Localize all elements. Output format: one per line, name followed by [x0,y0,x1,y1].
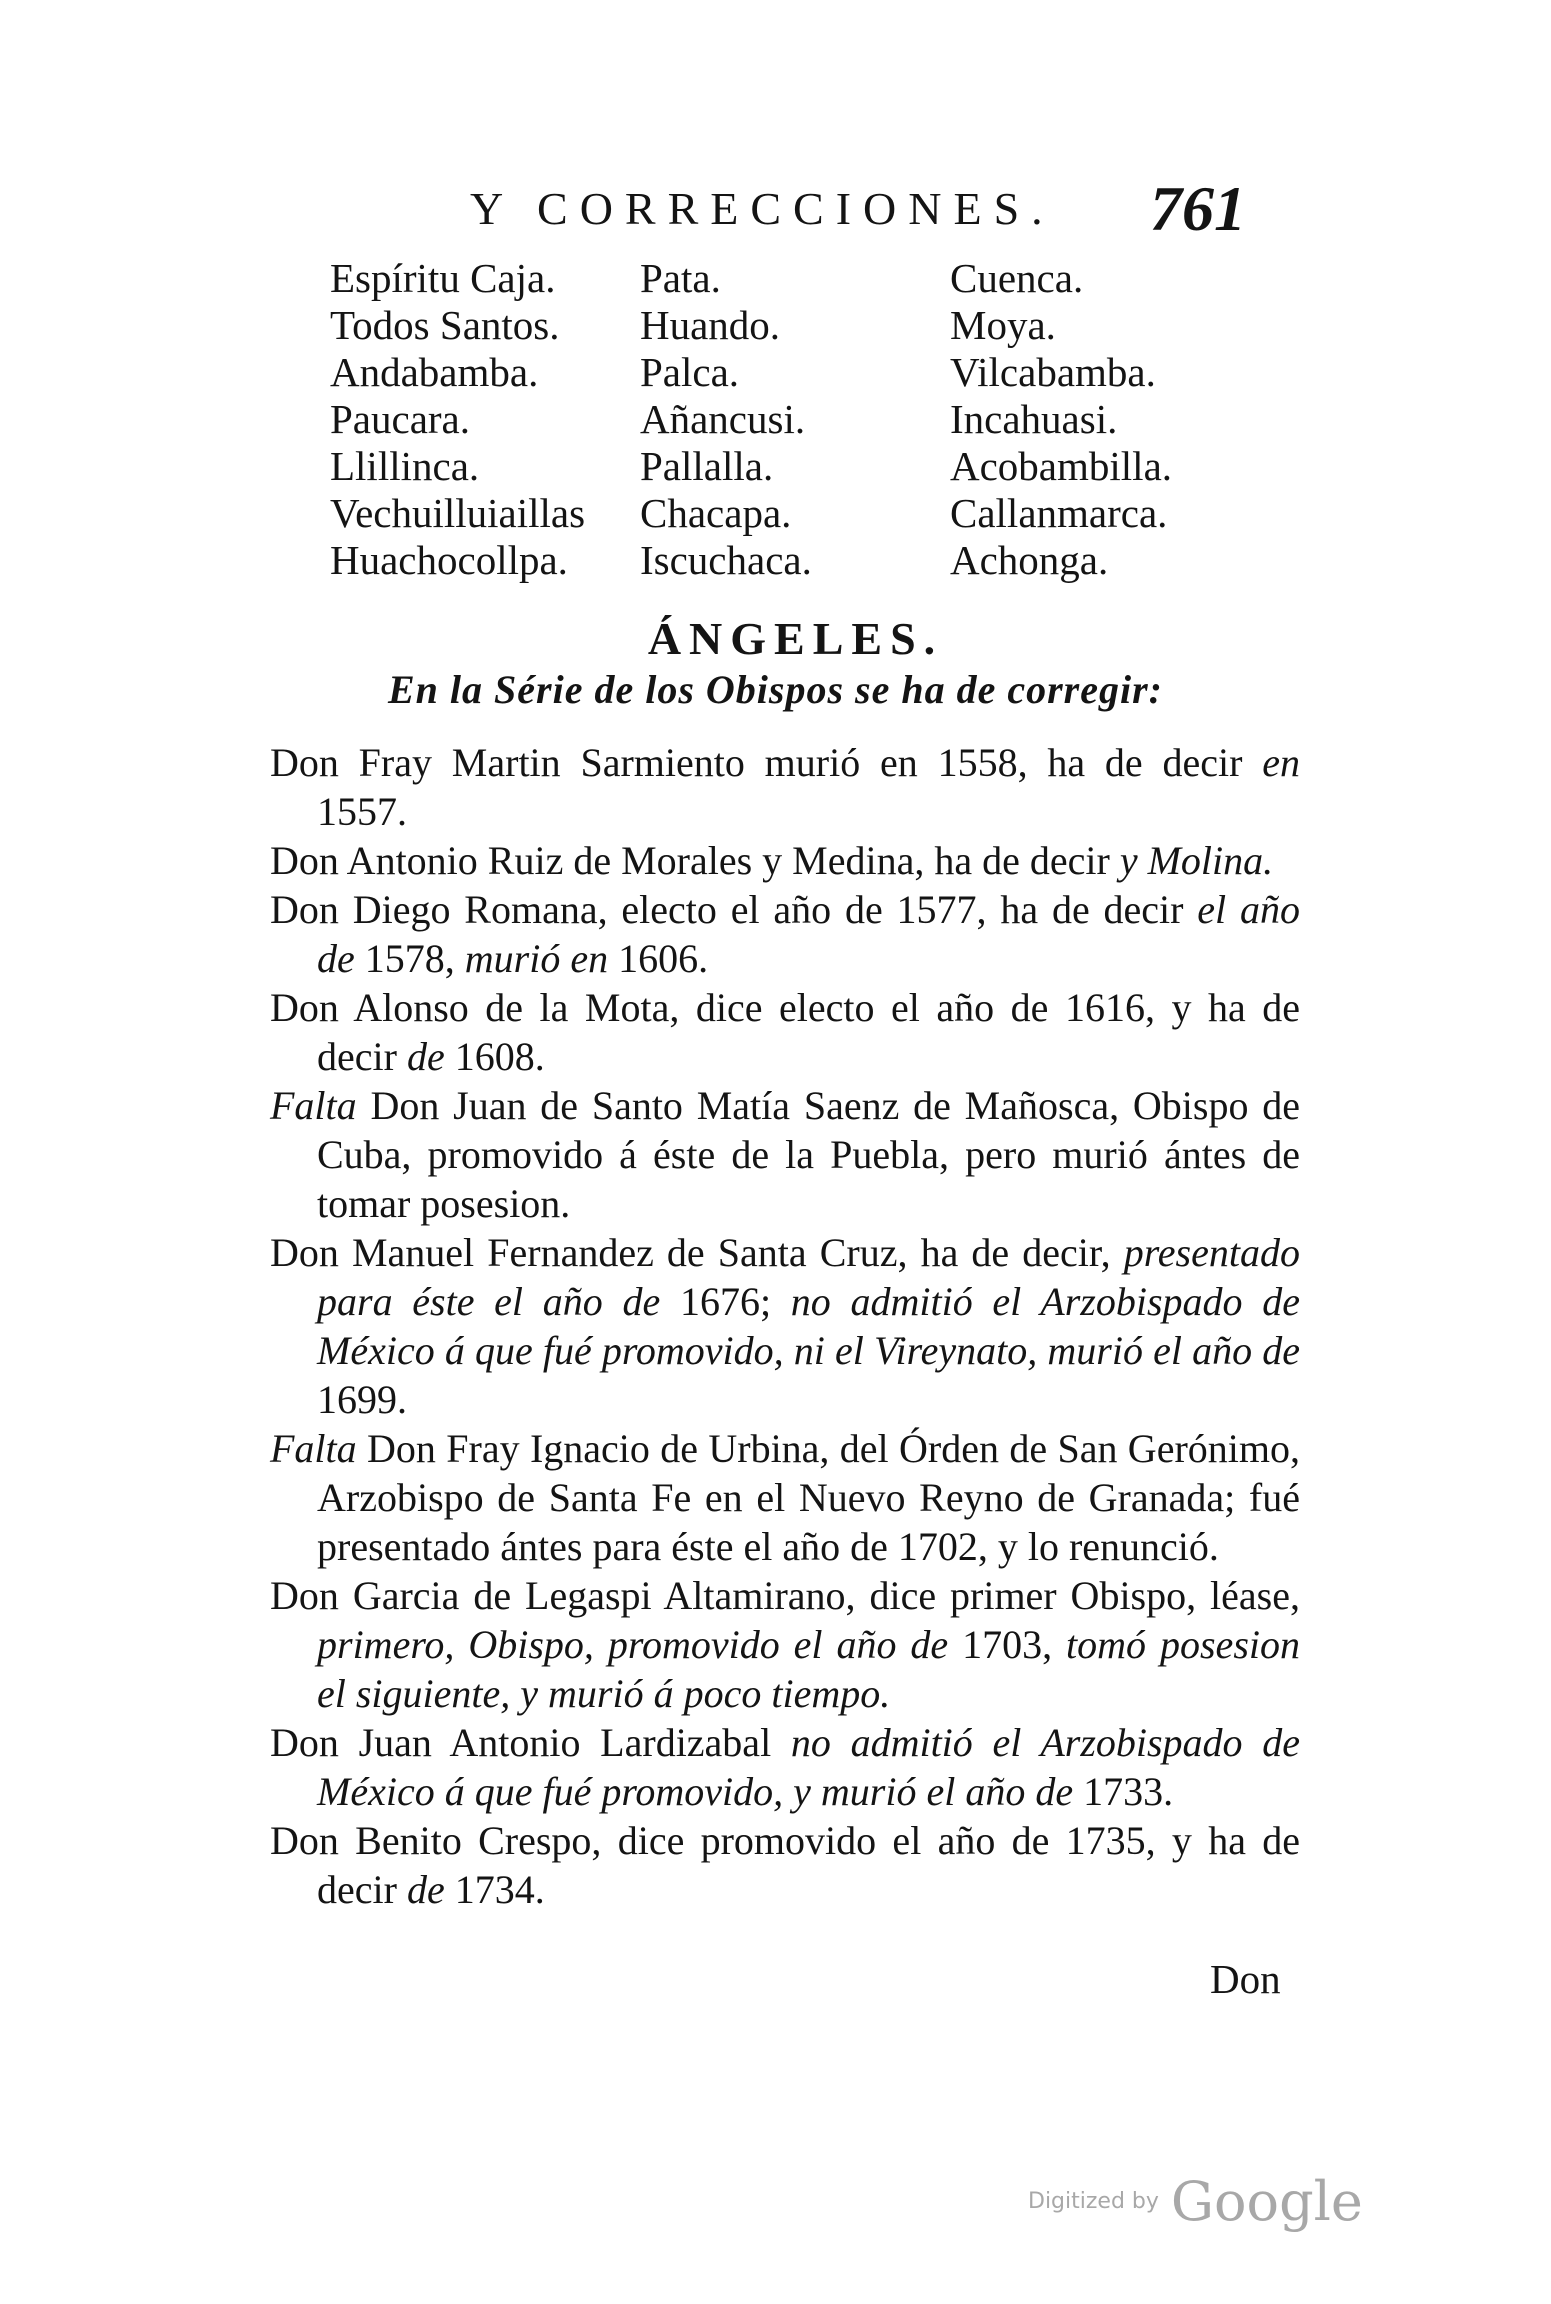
entry-text: Don Juan de Santo Matía Saenz de Mañosca, Obispo de Cuba, promovido á éste de la Puebla, pero murió ántes de tomar posesion. [317,1083,1300,1226]
entry-text: 1734. [444,1867,545,1912]
correction-entry [270,1571,1300,1718]
correction-entry [270,1424,1300,1571]
catchword: Don [1210,1956,1281,2002]
place-item: Pata. [640,255,721,301]
place-item: Moya. [950,302,1056,348]
italic-text: Falta [270,1083,357,1128]
place-item: Iscuchaca. [640,537,812,583]
place-item: Llillinca. [330,443,480,489]
italic-text: murió en [464,936,609,981]
italic-text: en [1262,740,1300,785]
correction-entry [270,1718,1300,1816]
place-item: Todos Santos. [330,302,560,348]
place-item: Espíritu Caja. [330,255,556,301]
place-item: Incahuasi. [950,396,1118,442]
italic-text: y Molina. [1119,838,1274,883]
correction-entries [270,738,1300,1914]
google-logo: Google [1170,2170,1363,2233]
place-item: Palca. [640,349,740,395]
italic-text: de [406,1034,445,1079]
entry-text: Don Antonio Ruiz de Morales y Medina, ha de decir [270,838,1120,883]
place-column-3 [950,255,1172,584]
watermark-prefix: Digitized by [1028,2189,1159,2214]
correction-entry [270,1081,1300,1228]
place-item: Añancusi. [640,396,806,442]
place-item: Vilcabamba. [950,349,1156,395]
entry-text: 1557. [317,789,407,834]
place-item: Huando. [640,302,781,348]
place-item: Huachocollpa. [330,537,568,583]
entry-text: Don Juan Antonio Lardizabal [270,1720,791,1765]
entry-text: 1606. [608,936,709,981]
italic-text: de [406,1867,445,1912]
place-item: Callanmarca. [950,490,1168,536]
entry-text: Don Garcia de Legaspi Altamirano, dice primer Obispo, léase, [270,1573,1300,1618]
place-column-1 [330,255,585,584]
section-subtitle: En la Série de los Obispos se ha de corregir: [388,667,1163,712]
italic-text: no admitió el Arzobispado de México á que fué promovido, ni el Vireynato, murió el año de [317,1279,1301,1373]
entry-text: Don Fray Martin Sarmiento murió en 1558, ha de decir [270,740,1263,785]
italic-text: presentado para éste el año de [317,1230,1300,1324]
running-title: Y CORRECCIONES. [470,183,1055,234]
correction-entry [270,836,1300,885]
place-item: Cuenca. [950,255,1084,301]
place-item: Andabamba. [330,349,539,395]
correction-entry [270,1816,1300,1914]
place-column-2 [640,255,812,584]
entry-text: Don Fray Ignacio de Urbina, del Órden de San Gerónimo, Arzobispo de Santa Fe en el Nuevo Reyno de Granada; fué presentado ántes para éste el año de 1702, y lo renunció. [317,1426,1300,1569]
italic-text: Falta [270,1426,357,1471]
place-item: Pallalla. [640,443,774,489]
entry-text: 1699. [317,1377,407,1422]
entry-text: 1578, [354,936,465,981]
italic-text: el año de [317,887,1300,981]
entry-text: 1703, [948,1622,1067,1667]
section-title: ÁNGELES. [647,613,944,664]
running-head [0,172,1551,242]
entry-text: 1676; [660,1279,791,1324]
place-item: Paucara. [330,396,470,442]
entry-text: 1608. [444,1034,545,1079]
correction-entry [270,1228,1300,1424]
entry-text: Don Diego Romana, electo el año de 1577, ha de decir [270,887,1198,932]
page-number: 761 [1150,173,1246,244]
entry-text: Don Alonso de la Mota, dice electo el año de 1616, y ha de decir [270,985,1300,1079]
italic-text: primero, Obispo, promovido el año de [317,1622,949,1667]
correction-entry [270,738,1300,836]
entry-text: 1733. [1073,1769,1174,1814]
correction-entry [270,983,1300,1081]
place-item: Chacapa. [640,490,792,536]
place-item: Vechuilluiaillas [330,490,586,536]
place-item: Achonga. [950,537,1109,583]
digitized-watermark [1028,2170,1363,2233]
italic-text: no admitió el Arzobispado de México á que fué promovido, y murió el año de [317,1720,1301,1814]
entry-text: Don Benito Crespo, dice promovido el año de 1735, y ha de decir [270,1818,1300,1912]
correction-entry [270,885,1300,983]
italic-text: tomó posesion el siguiente, y murió á poco tiempo. [317,1622,1300,1716]
entry-text: Don Manuel Fernandez de Santa Cruz, ha de decir, [270,1230,1124,1275]
place-item: Acobambilla. [950,443,1173,489]
